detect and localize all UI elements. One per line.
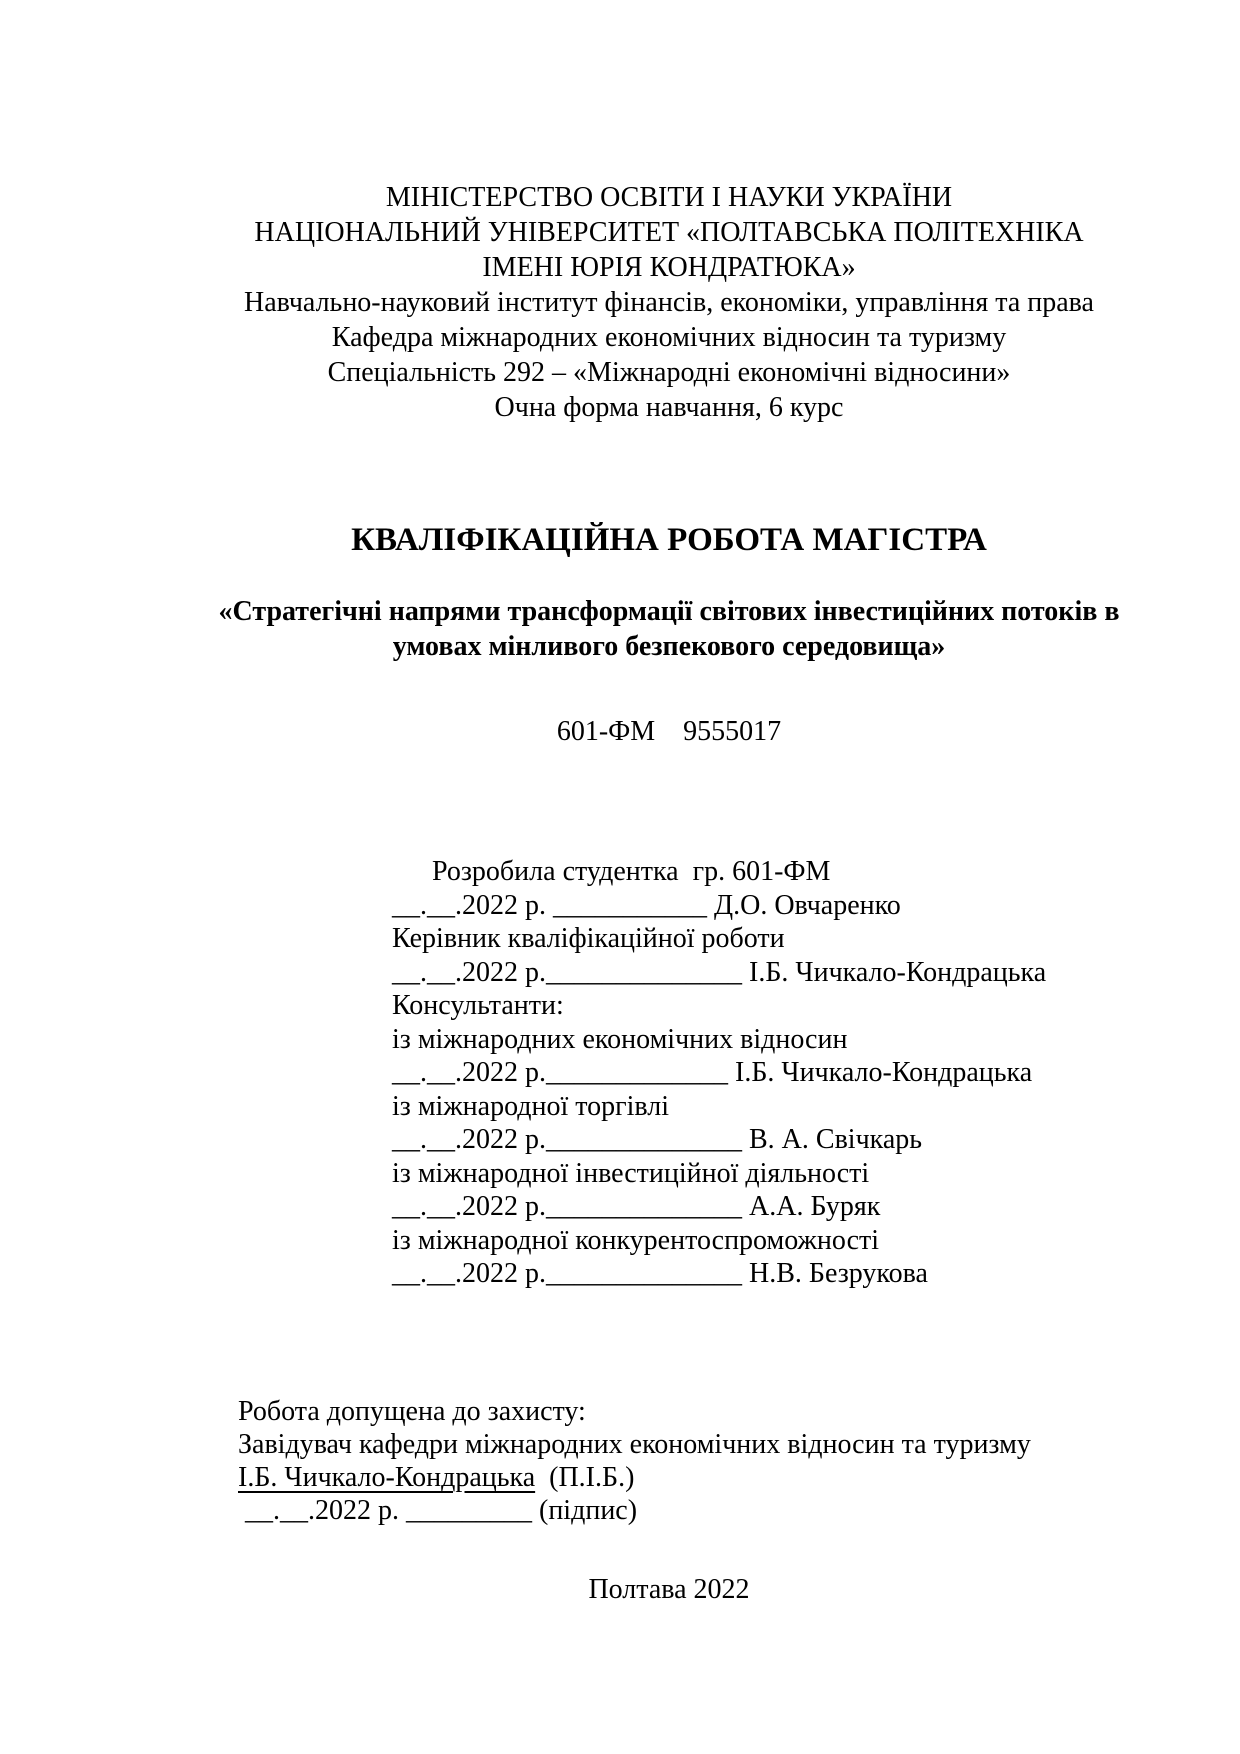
- city-year: Полтава 2022: [588, 1574, 750, 1605]
- group-code: 601-ФМ 9555017: [556, 716, 782, 747]
- work-type-title: КВАЛІФІКАЦІЙНА РОБОТА МАГІСТРА: [351, 522, 987, 558]
- specialty-line: Спеціальність 292 – «Міжнародні економічні відносини»: [327, 357, 1011, 388]
- consultant-signature-line-1: __.__.2022 р._____________ І.Б. Чичкало-Кондрацька: [392, 1057, 1033, 1088]
- department-line: Кафедра міжнародних економічних відносин та туризму: [331, 322, 1007, 353]
- head-of-department-line: Завідувач кафедри міжнародних економічних відносин та туризму: [238, 1429, 1031, 1460]
- institute-line: Навчально-науковий інститут фінансів, економіки, управління та права: [244, 287, 1094, 318]
- ministry-line: МІНІСТЕРСТВО ОСВІТИ І НАУКИ УКРАЇНИ: [385, 182, 953, 213]
- signature-block: [392, 855, 1046, 1291]
- consultant-area-line-3: із міжнародної інвестиційної діяльності: [392, 1157, 870, 1189]
- student-signature-line: __.__.2022 р. ___________ Д.О. Овчаренко: [392, 889, 901, 921]
- approved-name: І.Б. Чичкало-Кондрацька: [238, 1462, 536, 1493]
- consultant-signature-line-2: __.__.2022 р.______________ В. А. Свічкарь: [392, 1124, 923, 1155]
- university-header: [98, 180, 1240, 425]
- supervisor-signature-line: __.__.2022 р.______________ І.Б. Чичкало-Кондрацька: [392, 956, 1047, 988]
- supervisor-role-line: Керівник кваліфікаційної роботи: [392, 923, 785, 954]
- thesis-topic-line-2: умовах мінливого безпекового середовища»: [392, 631, 946, 662]
- group-code-block: [98, 715, 1240, 748]
- study-form-line: Очна форма навчання, 6 курс: [494, 392, 844, 423]
- consultant-signature-line-3: __.__.2022 р.______________ А.А. Буряк: [392, 1191, 881, 1222]
- consultant-area-line-2: із міжнародної торгівлі: [392, 1090, 670, 1122]
- consultant-signature-line-4: __.__.2022 р.______________ Н.В. Безрукова: [392, 1258, 928, 1289]
- consultant-area-line-4: із міжнародної конкурентоспроможності: [392, 1224, 880, 1256]
- student-line: Розробила студентка гр. 601-ФМ: [432, 856, 831, 887]
- work-type-block: [98, 520, 1240, 560]
- approval-heading: Робота допущена до захисту:: [238, 1396, 586, 1427]
- approval-block: [238, 1395, 1031, 1527]
- approval-date-line: __.__.2022 р. _________ (підпис): [238, 1495, 638, 1526]
- consultant-area-line-1: із міжнародних економічних відносин: [392, 1023, 848, 1055]
- consultants-heading: Консультанти:: [392, 990, 564, 1021]
- footer: [98, 1573, 1240, 1606]
- name-suffix: (П.І.Б.): [535, 1462, 635, 1493]
- university-name-line-2: ІМЕНІ ЮРІЯ КОНДРАТЮКА»: [482, 252, 856, 283]
- thesis-topic-line-1: «Стратегічні напрями трансформації світових інвестиційних потоків в: [218, 596, 1120, 627]
- thesis-topic: [98, 594, 1240, 664]
- approved-name-line: [238, 1461, 1031, 1494]
- university-name-line-1: НАЦІОНАЛЬНИЙ УНІВЕРСИТЕТ «ПОЛТАВСЬКА ПОЛІТЕХНІКА: [254, 217, 1084, 248]
